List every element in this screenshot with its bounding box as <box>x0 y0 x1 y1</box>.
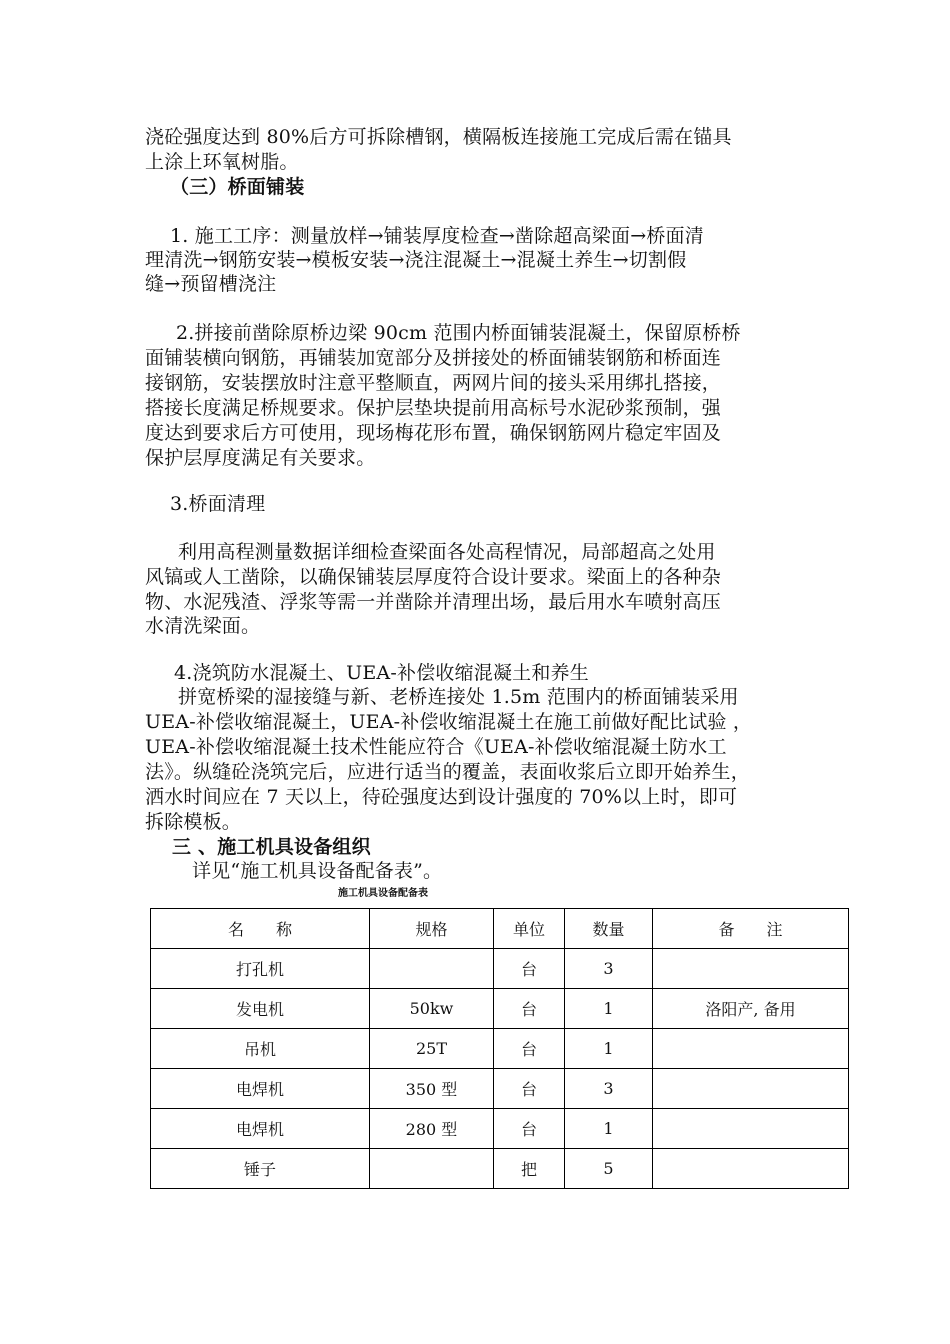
paragraph-line: 浇砼强度达到 80%后方可拆除槽钢，横隔板连接施工完成后需在锚具 <box>145 126 732 148</box>
table-header-row <box>151 909 849 949</box>
paragraph-line: 拼宽桥梁的湿接缝与新、老桥连接处 1.5m 范围内的桥面铺装采用 <box>178 686 739 708</box>
cell-spec <box>370 1149 494 1189</box>
cell-quantity: 3 <box>565 1069 653 1109</box>
cell-quantity: 1 <box>565 1109 653 1149</box>
table-row <box>151 1029 849 1069</box>
table-row <box>151 989 849 1029</box>
header-cell-spec: 规格 <box>370 909 494 949</box>
cell-name: 发电机 <box>151 989 370 1029</box>
paragraph-line: 2.拼接前凿除原桥边梁 90cm 范围内桥面铺装混凝土，保留原桥桥 <box>176 322 741 344</box>
cell-spec: 350 型 <box>370 1069 494 1109</box>
paragraph-line: 缝→预留槽浇注 <box>145 273 277 295</box>
header-cell-name: 名 称 <box>151 909 370 949</box>
paragraph-line: 保护层厚度满足有关要求。 <box>145 447 376 469</box>
cell-unit: 台 <box>494 949 565 989</box>
paragraph-line: 风镐或人工凿除，以确保铺装层厚度符合设计要求。梁面上的各种杂 <box>145 566 722 588</box>
paragraph-line: 接钢筋，安装摆放时注意平整顺直，两网片间的接头采用绑扎搭接， <box>145 372 722 394</box>
header-cell-remarks: 备 注 <box>653 909 849 949</box>
table-row <box>151 949 849 989</box>
paragraph-line: 拆除模板。 <box>145 811 242 833</box>
cell-spec: 50kw <box>370 989 494 1029</box>
paragraph-line: 洒水时间应在 7 天以上，待砼强度达到设计强度的 70%以上时，即可 <box>145 786 738 808</box>
cell-quantity: 5 <box>565 1149 653 1189</box>
paragraph-line: 上涂上环氧树脂。 <box>145 151 299 173</box>
cell-unit: 台 <box>494 1029 565 1069</box>
cell-name: 电焊机 <box>151 1109 370 1149</box>
paragraph-line: UEA-补偿收缩混凝土，UEA-补偿收缩混凝土在施工前做好配比试验 ， <box>145 711 753 733</box>
cell-remarks <box>653 1069 849 1109</box>
section-heading: （三）桥面铺装 <box>170 176 305 198</box>
paragraph-line: 度达到要求后方可使用，现场梅花形布置，确保钢筋网片稳定牢固及 <box>145 422 722 444</box>
cell-name: 吊机 <box>151 1029 370 1069</box>
cell-remarks <box>653 1109 849 1149</box>
cell-unit: 把 <box>494 1149 565 1189</box>
cell-unit: 台 <box>494 1069 565 1109</box>
cell-remarks <box>653 1029 849 1069</box>
paragraph-line: 法》。纵缝砼浇筑完后，应进行适当的覆盖，表面收浆后立即开始养生， <box>145 761 750 783</box>
paragraph-line: 物、水泥残渣、浮浆等需一并凿除并清理出场，最后用水车喷射高压 <box>145 591 722 613</box>
cell-name: 锤子 <box>151 1149 370 1189</box>
cell-name: 打孔机 <box>151 949 370 989</box>
subsection-title: 3.桥面清理 <box>170 493 266 515</box>
cell-unit: 台 <box>494 1109 565 1149</box>
table-caption: 施工机具设备配备表 <box>338 888 428 899</box>
cell-spec: 280 型 <box>370 1109 494 1149</box>
header-cell-quantity: 数量 <box>565 909 653 949</box>
table-row <box>151 1069 849 1109</box>
paragraph-line: 详见“施工机具设备配备表”。 <box>192 860 443 882</box>
paragraph-line: 搭接长度满足桥规要求。保护层垫块提前用高标号水泥砂浆预制，强 <box>145 397 722 419</box>
paragraph-line: 面铺装横向钢筋，再铺装加宽部分及拼接处的桥面铺装钢筋和桥面连 <box>145 347 722 369</box>
paragraph-line: 1. 施工工序：测量放样→铺装厚度检查→凿除超高梁面→桥面清 <box>170 225 704 247</box>
cell-remarks <box>653 1149 849 1189</box>
equipment-table <box>150 908 849 1189</box>
cell-quantity: 3 <box>565 949 653 989</box>
cell-unit: 台 <box>494 989 565 1029</box>
cell-spec <box>370 949 494 989</box>
table-row <box>151 1109 849 1149</box>
subsection-title: 4.浇筑防水混凝土、UEA-补偿收缩混凝土和养生 <box>174 662 589 684</box>
cell-remarks: 洛阳产, 备用 <box>653 989 849 1029</box>
cell-quantity: 1 <box>565 1029 653 1069</box>
cell-quantity: 1 <box>565 989 653 1029</box>
paragraph-line: 水清洗梁面。 <box>145 615 261 637</box>
cell-spec: 25T <box>370 1029 494 1069</box>
header-cell-unit: 单位 <box>494 909 565 949</box>
section-heading: 三 、施工机具设备组织 <box>172 836 371 858</box>
paragraph-line: UEA-补偿收缩混凝土技术性能应符合《UEA-补偿收缩混凝土防水工 <box>145 736 727 758</box>
table-row <box>151 1149 849 1189</box>
cell-remarks <box>653 949 849 989</box>
cell-name: 电焊机 <box>151 1069 370 1109</box>
paragraph-line: 理清洗→钢筋安装→模板安装→浇注混凝土→混凝土养生→切割假 <box>145 249 687 271</box>
paragraph-line: 利用高程测量数据详细检查梁面各处高程情况，局部超高之处用 <box>178 541 716 563</box>
